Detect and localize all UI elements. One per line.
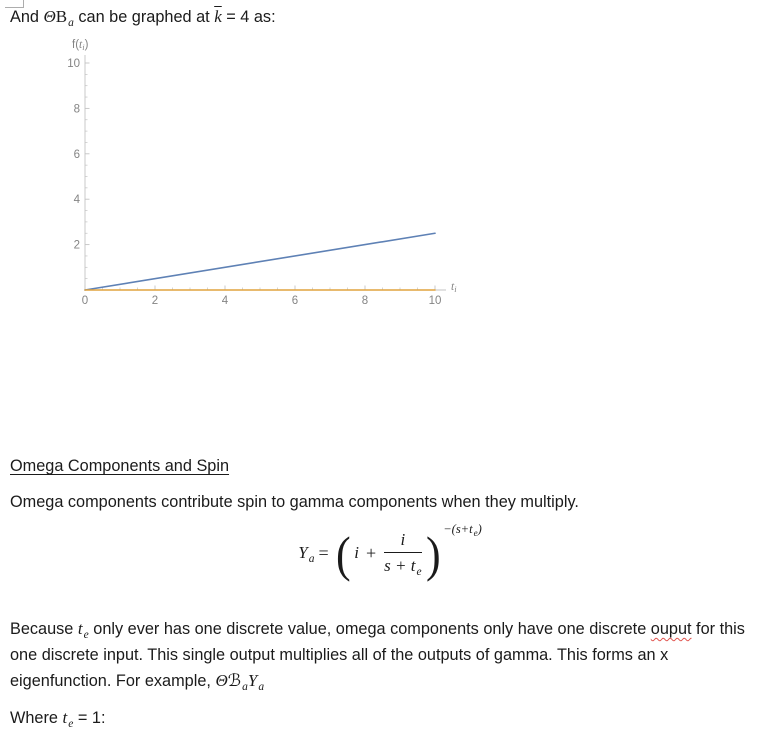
intro-paragraph: [10, 4, 276, 30]
paragraph-line-1: [10, 616, 745, 642]
exponent-text: −(s+t: [443, 522, 473, 536]
svg-text:10: 10: [67, 58, 80, 70]
svg-text:8: 8: [361, 295, 369, 307]
denominator-subscript: e: [416, 566, 422, 578]
section-heading: Omega Components and Spin: [10, 457, 230, 475]
paragraph-line-3: [10, 668, 264, 694]
x-label-var: t: [451, 281, 455, 293]
y-label-var: t: [79, 39, 83, 51]
svg-text:2: 2: [73, 239, 80, 252]
upsilon-symbol: Υ: [247, 671, 258, 690]
exponent-text: ): [477, 522, 482, 536]
body-text: only ever has one discrete value, omega components only have one discrete: [88, 620, 651, 638]
paragraph-line-2: one discrete input. This single output multiplies all of the outputs of gamma. This forms an x: [10, 646, 669, 664]
paragraph-omega-spin: Omega components contribute spin to gamma components when they multiply.: [10, 493, 579, 511]
intro-text: can be graphed at: [73, 8, 215, 26]
equation-lhs: [298, 542, 314, 564]
equals-sign: =: [318, 542, 329, 563]
fraction-denominator: [384, 553, 421, 576]
exponent: [443, 522, 482, 537]
theta-symbol: Θ: [43, 7, 56, 26]
b-subscript: a: [68, 17, 74, 29]
upsilon-symbol: Υ: [298, 543, 308, 562]
svg-text:6: 6: [291, 295, 299, 307]
svg-text:4: 4: [73, 194, 80, 207]
k-bar-symbol: $\overline{k}$: [214, 7, 222, 26]
body-text: eigenfunction. For example,: [10, 672, 216, 690]
intro-text: And: [10, 8, 44, 26]
body-text: = 1:: [73, 709, 106, 727]
y-label-sub: i: [82, 42, 85, 52]
fraction: [384, 530, 421, 576]
plus-sign: +: [365, 542, 377, 563]
t-subscript: e: [83, 629, 89, 641]
body-text: for this: [691, 620, 745, 638]
t-subscript: e: [68, 718, 74, 730]
denominator-text: s + t: [384, 556, 416, 575]
theta-symbol: Θ: [215, 671, 228, 690]
where-line: [10, 705, 105, 731]
misspelled-word: ouput: [650, 620, 692, 638]
function-plot: [55, 38, 475, 318]
intro-text: = 4 as:: [221, 8, 276, 26]
y-label-text: f(: [72, 39, 80, 51]
body-text: Where: [10, 709, 63, 727]
t-symbol: t: [62, 708, 68, 727]
svg-text:6: 6: [73, 148, 80, 161]
x-axis-label: [451, 281, 457, 294]
script-b-symbol: ℬ: [227, 671, 242, 691]
body-text: Because: [10, 620, 78, 638]
svg-text:8: 8: [73, 103, 80, 116]
upsilon-subscript: a: [258, 681, 265, 693]
upsilon-subscript: a: [308, 553, 315, 565]
y-label-text: ): [84, 39, 89, 51]
svg-text:4: 4: [221, 295, 229, 307]
upsilon-equation: $\Upsilon_a$ = ( i + $\frac{i}{s + t_e}$ ) $-(s+t_e)$: [298, 522, 482, 582]
b-symbol: B: [55, 7, 68, 26]
i-term: i: [354, 543, 359, 562]
t-symbol: t: [77, 619, 83, 638]
svg-text:10: 10: [428, 295, 442, 307]
exponent-subscript: e: [473, 528, 478, 538]
x-label-sub: i: [454, 284, 457, 294]
svg-text:0: 0: [81, 295, 89, 307]
fraction-numerator: i: [384, 530, 421, 553]
svg-text:2: 2: [151, 295, 159, 307]
chart-canvas: [55, 38, 475, 318]
b-subscript: a: [242, 681, 248, 693]
